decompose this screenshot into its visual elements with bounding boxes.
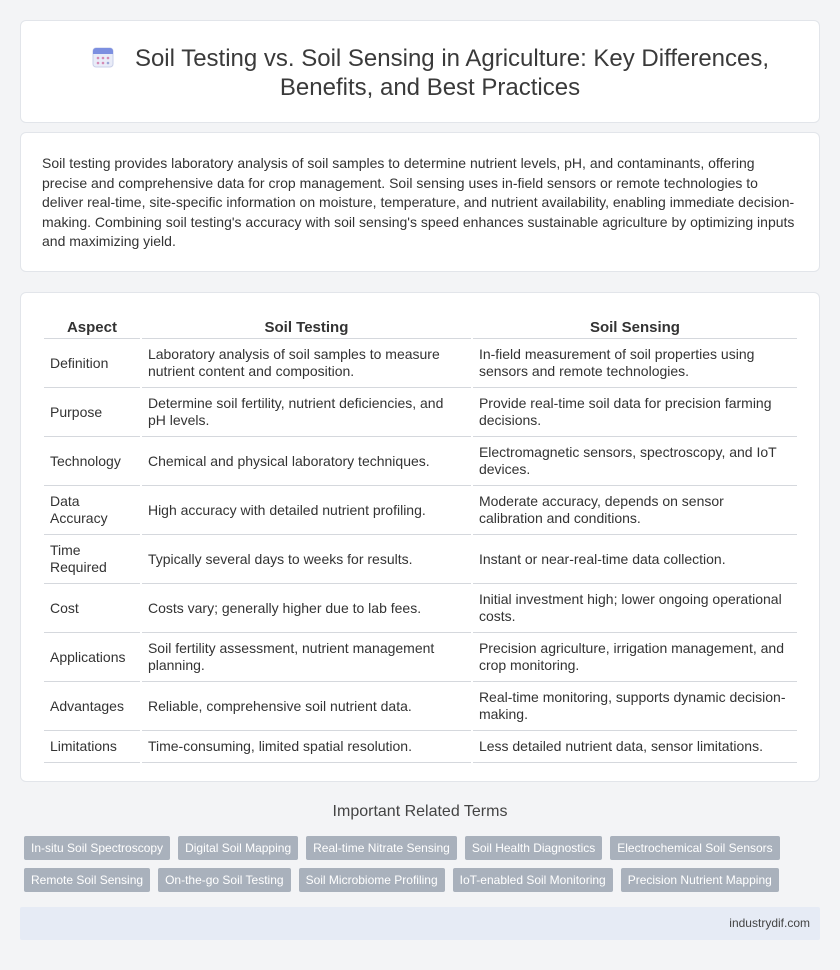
soil-sensing-cell: Instant or near-real-time data collection. bbox=[473, 535, 797, 584]
summary-text: Soil testing provides laboratory analysis of soil samples to determine nutrient levels, pH, and contaminants, offering precise and comprehensive data for crop management. Soil sensing uses in-field sensors or remote technologies to deliver real-time, site-specific information on moisture, temperature, and nutrient availability, enabling immediate decision-making. Combining soil testing's accuracy with soil sensing's speed enhances sustainable agriculture by optimizing inputs and maximizing yield. bbox=[42, 155, 795, 250]
header-soil-sensing: Soil Sensing bbox=[473, 315, 797, 339]
table-row bbox=[44, 339, 797, 388]
comparison-table bbox=[42, 315, 799, 763]
table-row bbox=[44, 535, 797, 584]
soil-testing-cell: Laboratory analysis of soil samples to measure nutrient content and composition. bbox=[142, 339, 471, 388]
related-term-tag[interactable]: Soil Microbiome Profiling bbox=[299, 868, 445, 892]
soil-sensing-cell: In-field measurement of soil properties using sensors and remote technologies. bbox=[473, 339, 797, 388]
table-row bbox=[44, 731, 797, 763]
related-term-tag[interactable]: Remote Soil Sensing bbox=[24, 868, 150, 892]
soil-testing-cell: Time-consuming, limited spatial resolution. bbox=[142, 731, 471, 763]
table-row bbox=[44, 388, 797, 437]
calendar-icon bbox=[91, 45, 115, 69]
related-term-tag[interactable]: In-situ Soil Spectroscopy bbox=[24, 836, 170, 860]
aspect-cell: Limitations bbox=[44, 731, 140, 763]
soil-sensing-cell: Provide real-time soil data for precision farming decisions. bbox=[473, 388, 797, 437]
page-title: Soil Testing vs. Soil Sensing in Agriculture: Key Differences, Benefits, and Best Practices bbox=[134, 45, 770, 101]
table-row bbox=[44, 633, 797, 682]
related-term-tag[interactable]: Real-time Nitrate Sensing bbox=[306, 836, 457, 860]
soil-testing-cell: High accuracy with detailed nutrient profiling. bbox=[142, 486, 471, 535]
table-row bbox=[44, 437, 797, 486]
aspect-cell: Applications bbox=[44, 633, 140, 682]
related-term-tag[interactable]: Digital Soil Mapping bbox=[178, 836, 298, 860]
related-term-tag[interactable]: IoT-enabled Soil Monitoring bbox=[453, 868, 613, 892]
related-terms-title: Important Related Terms bbox=[332, 803, 508, 820]
related-term-tag[interactable]: Precision Nutrient Mapping bbox=[621, 868, 779, 892]
comparison-table-card bbox=[20, 292, 820, 782]
soil-testing-cell: Reliable, comprehensive soil nutrient data. bbox=[142, 682, 471, 731]
header-soil-testing: Soil Testing bbox=[142, 315, 471, 339]
summary-card bbox=[20, 132, 820, 272]
page-title-row bbox=[81, 44, 779, 102]
soil-testing-cell: Costs vary; generally higher due to lab fees. bbox=[142, 584, 471, 633]
aspect-cell: Advantages bbox=[44, 682, 140, 731]
header-aspect: Aspect bbox=[44, 315, 140, 339]
soil-sensing-cell: Precision agriculture, irrigation management, and crop monitoring. bbox=[473, 633, 797, 682]
related-terms-tags bbox=[24, 836, 824, 900]
aspect-cell: Data Accuracy bbox=[44, 486, 140, 535]
soil-testing-cell: Determine soil fertility, nutrient deficiencies, and pH levels. bbox=[142, 388, 471, 437]
related-term-tag[interactable]: On-the-go Soil Testing bbox=[158, 868, 291, 892]
aspect-cell: Cost bbox=[44, 584, 140, 633]
aspect-cell: Time Required bbox=[44, 535, 140, 584]
soil-sensing-cell: Electromagnetic sensors, spectroscopy, and IoT devices. bbox=[473, 437, 797, 486]
aspect-cell: Definition bbox=[44, 339, 140, 388]
soil-sensing-cell: Less detailed nutrient data, sensor limitations. bbox=[473, 731, 797, 763]
soil-testing-cell: Soil fertility assessment, nutrient management planning. bbox=[142, 633, 471, 682]
footer bbox=[20, 907, 820, 940]
soil-sensing-cell: Real-time monitoring, supports dynamic decision-making. bbox=[473, 682, 797, 731]
title-card bbox=[20, 20, 820, 123]
soil-testing-cell: Typically several days to weeks for results. bbox=[142, 535, 471, 584]
aspect-cell: Purpose bbox=[44, 388, 140, 437]
table-row bbox=[44, 486, 797, 535]
soil-sensing-cell: Moderate accuracy, depends on sensor calibration and conditions. bbox=[473, 486, 797, 535]
soil-sensing-cell: Initial investment high; lower ongoing operational costs. bbox=[473, 584, 797, 633]
table-row bbox=[44, 682, 797, 731]
footer-site-link[interactable]: industrydif.com bbox=[729, 916, 810, 930]
aspect-cell: Technology bbox=[44, 437, 140, 486]
table-row bbox=[44, 584, 797, 633]
soil-testing-cell: Chemical and physical laboratory techniques. bbox=[142, 437, 471, 486]
tag-row bbox=[24, 836, 824, 860]
tag-row bbox=[24, 868, 824, 892]
related-term-tag[interactable]: Soil Health Diagnostics bbox=[465, 836, 602, 860]
table-header-row bbox=[44, 315, 797, 339]
related-term-tag[interactable]: Electrochemical Soil Sensors bbox=[610, 836, 779, 860]
